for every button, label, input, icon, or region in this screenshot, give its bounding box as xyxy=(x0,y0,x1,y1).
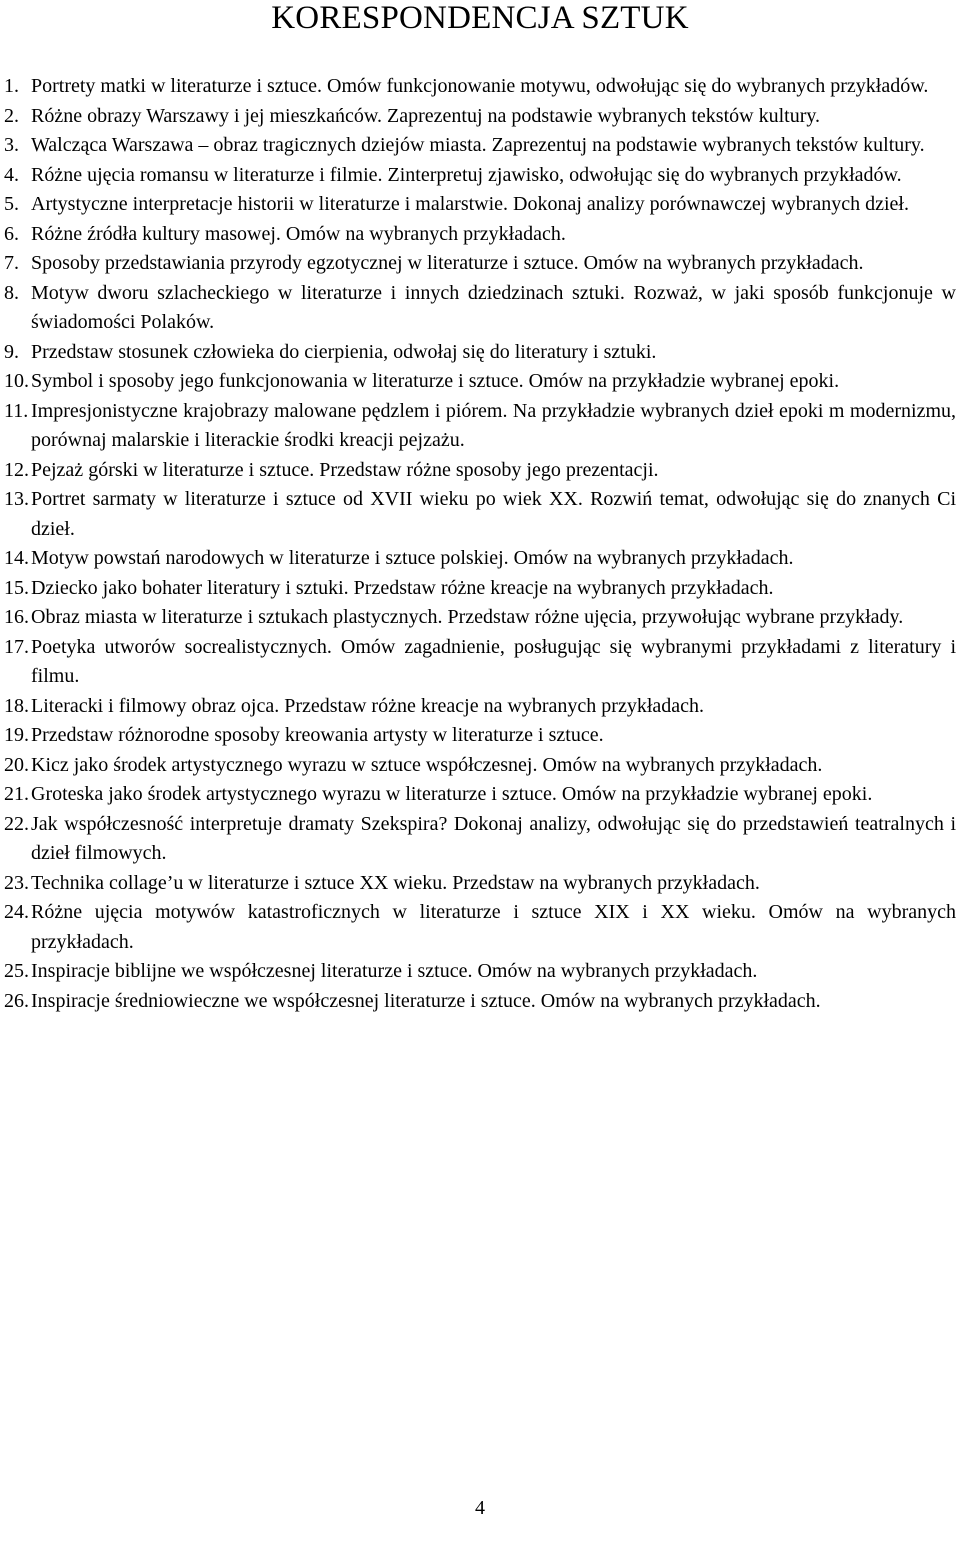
topic-item xyxy=(4,869,956,899)
topic-item xyxy=(4,574,956,604)
topic-item xyxy=(4,367,956,397)
topic-number: 14. xyxy=(4,547,29,569)
topic-item xyxy=(4,102,956,132)
topic-text: Inspiracje biblijne we współczesnej literaturze i sztuce. Omów na wybranych przykładach. xyxy=(31,960,758,982)
topic-text: Motyw dworu szlacheckiego w literaturze i innych dziedzinach sztuki. Rozważ, w jaki sposób funkcjonuje w świadomości Polaków. xyxy=(31,281,956,333)
topic-number: 22. xyxy=(4,812,29,835)
topic-item xyxy=(4,987,956,1017)
topic-item xyxy=(4,338,956,368)
topic-number: 21. xyxy=(4,783,29,805)
topic-item xyxy=(4,603,956,633)
topic-number: 6. xyxy=(4,222,19,245)
topic-text: Impresjonistyczne krajobrazy malowane pędzlem i piórem. Na przykładzie wybranych dzieł epoki m modernizmu, porównaj malarskie i literackie środki kreacji pejzażu. xyxy=(31,399,956,451)
topic-number: 23. xyxy=(4,871,29,894)
topic-item xyxy=(4,220,956,250)
topic-number: 16. xyxy=(4,606,29,628)
topic-number: 1. xyxy=(4,75,19,97)
topic-text: Kicz jako środek artystycznego wyrazu w sztuce współczesnej. Omów na wybranych przykładach. xyxy=(31,753,823,776)
topic-text: Symbol i sposoby jego funkcjonowania w literaturze i sztuce. Omów na przykładzie wybranej epoki. xyxy=(31,370,840,392)
topic-number: 24. xyxy=(4,901,29,923)
page-number: 4 xyxy=(475,1497,485,1519)
topic-item xyxy=(4,485,956,544)
topic-list xyxy=(4,72,956,1016)
topic-text: Groteska jako środek artystycznego wyrazu w literaturze i sztuce. Omów na przykładzie wybranej epoki. xyxy=(31,783,873,805)
topic-item xyxy=(4,72,956,102)
topic-number: 11. xyxy=(4,399,29,422)
topic-number: 8. xyxy=(4,281,19,304)
topic-number: 12. xyxy=(4,458,29,481)
topic-text: Przedstaw stosunek człowieka do cierpienia, odwołaj się do literatury i sztuki. xyxy=(31,340,657,363)
topic-number: 17. xyxy=(4,635,29,658)
topic-text: Artystyczne interpretacje historii w literaturze i malarstwie. Dokonaj analizy porównawczej wybranych dzieł. xyxy=(31,193,909,215)
topic-text: Portrety matki w literaturze i sztuce. Omów funkcjonowanie motywu, odwołując się do wybranych przykładów. xyxy=(31,75,929,97)
topic-text: Walcząca Warszawa – obraz tragicznych dziejów miasta. Zaprezentuj na podstawie wybranych tekstów kultury. xyxy=(31,134,925,156)
topic-item xyxy=(4,249,956,279)
topic-number: 15. xyxy=(4,576,29,599)
topic-item xyxy=(4,131,956,161)
topic-text: Portret sarmaty w literaturze i sztuce od XVII wieku po wiek XX. Rozwiń temat, odwołując się do znanych Ci dzieł. xyxy=(31,488,956,540)
topic-text: Sposoby przedstawiania przyrody egzotycznej w literaturze i sztuce. Omów na wybranych przykładach. xyxy=(31,252,864,274)
topic-text: Poetyka utworów socrealistycznych. Omów zagadnienie, posługując się wybranymi przykładami z literatury i filmu. xyxy=(31,635,956,687)
topic-number: 20. xyxy=(4,753,29,776)
topic-number: 9. xyxy=(4,340,19,363)
topic-text: Różne obrazy Warszawy i jej mieszkańców. Zaprezentuj na podstawie wybranych tekstów kultury. xyxy=(31,104,821,127)
topic-text: Różne ujęcia romansu w literaturze i filmie. Zinterpretuj zjawisko, odwołując się do wybranych przykładów. xyxy=(31,163,902,186)
topic-item xyxy=(4,397,956,456)
topic-number: 10. xyxy=(4,370,29,392)
topic-number: 3. xyxy=(4,134,19,156)
topic-item xyxy=(4,751,956,781)
topic-item xyxy=(4,544,956,574)
topic-number: 4. xyxy=(4,163,19,186)
topic-item xyxy=(4,898,956,957)
topic-text: Technika collage’u w literaturze i sztuce XX wieku. Przedstaw na wybranych przykładach. xyxy=(31,871,760,894)
topic-text: Pejzaż górski w literaturze i sztuce. Przedstaw różne sposoby jego prezentacji. xyxy=(31,458,659,481)
topic-text: Literacki i filmowy obraz ojca. Przedstaw różne kreacje na wybranych przykładach. xyxy=(31,694,705,717)
topic-item xyxy=(4,190,956,220)
topic-number: 7. xyxy=(4,252,19,274)
topic-item xyxy=(4,780,956,810)
topic-number: 25. xyxy=(4,960,29,982)
topic-text: Dziecko jako bohater literatury i sztuki. Przedstaw różne kreacje na wybranych przykładach. xyxy=(31,576,774,599)
topic-item xyxy=(4,810,956,869)
topic-text: Różne źródła kultury masowej. Omów na wybranych przykładach. xyxy=(31,222,566,245)
topic-item xyxy=(4,279,956,338)
topic-number: 18. xyxy=(4,694,29,717)
topic-item xyxy=(4,721,956,751)
topic-item xyxy=(4,161,956,191)
topic-item xyxy=(4,692,956,722)
topic-text: Przedstaw różnorodne sposoby kreowania artysty w literaturze i sztuce. xyxy=(31,724,604,746)
topic-item xyxy=(4,633,956,692)
page-title: KORESPONDENCJA SZTUK xyxy=(271,0,689,36)
topic-number: 13. xyxy=(4,488,29,510)
topic-number: 5. xyxy=(4,193,19,215)
topic-number: 19. xyxy=(4,724,29,746)
topic-item xyxy=(4,957,956,987)
topic-text: Inspiracje średniowieczne we współczesnej literaturze i sztuce. Omów na wybranych przykładach. xyxy=(31,989,821,1012)
topic-text: Jak współczesność interpretuje dramaty Szekspira? Dokonaj analizy, odwołując się do przedstawień teatralnych i dzieł filmowych. xyxy=(31,812,956,864)
topic-text: Różne ujęcia motywów katastroficznych w literaturze i sztuce XIX i XX wieku. Omów na wybranych przykładach. xyxy=(31,901,956,953)
topic-text: Motyw powstań narodowych w literaturze i sztuce polskiej. Omów na wybranych przykładach. xyxy=(31,547,794,569)
topic-text: Obraz miasta w literaturze i sztukach plastycznych. Przedstaw różne ujęcia, przywołując wybrane przykłady. xyxy=(31,606,904,628)
topic-number: 26. xyxy=(4,989,29,1012)
topic-item xyxy=(4,456,956,486)
topic-number: 2. xyxy=(4,104,19,127)
